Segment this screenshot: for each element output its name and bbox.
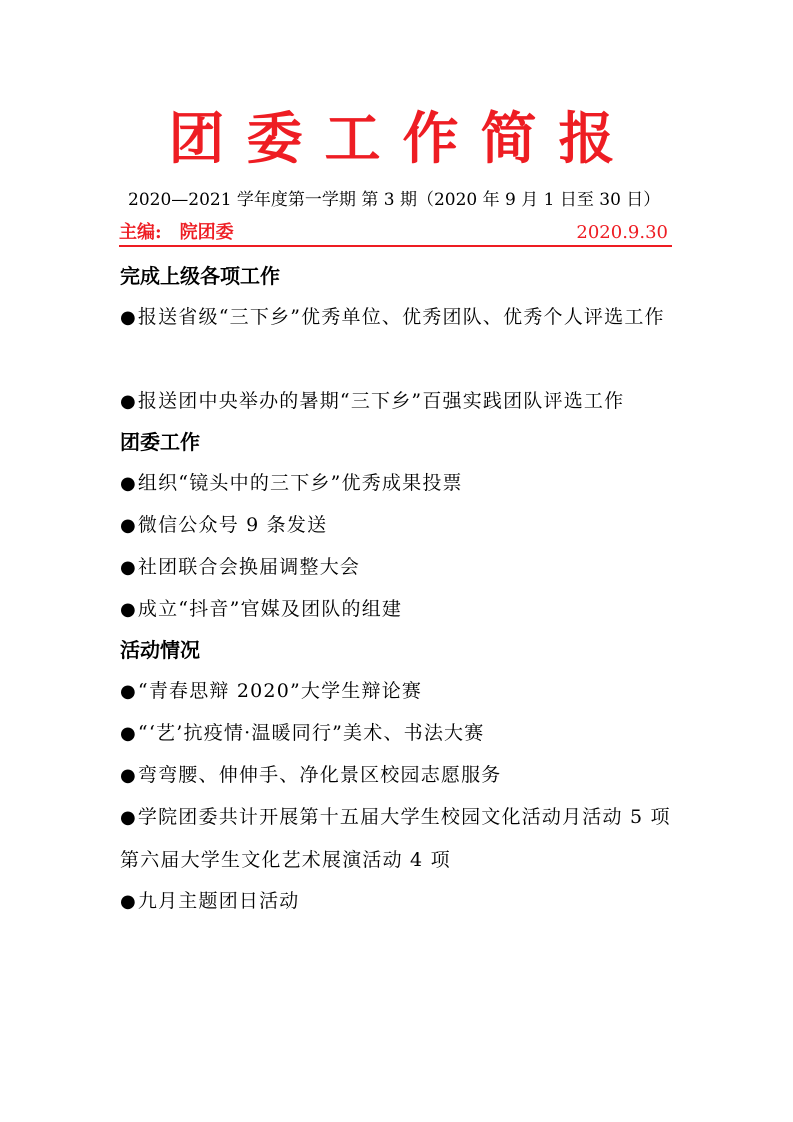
list-item-text: 九月主题团日活动 — [137, 890, 300, 912]
bullet-icon: ● — [120, 681, 137, 702]
editor-line — [119, 221, 672, 247]
list-item — [120, 588, 676, 631]
list-item-text: “‘艺’抗疫情·温暖同行”美术、书法大赛 — [137, 722, 485, 744]
list-item — [120, 380, 676, 423]
list-item — [120, 796, 676, 881]
list-item — [120, 712, 676, 755]
list-item — [120, 754, 676, 797]
list-item-text: 报送团中央举办的暑期“三下乡”百强实践团队评选工作 — [137, 390, 625, 412]
bullet-icon: ● — [120, 891, 137, 912]
section-heading: 团委工作 — [120, 430, 200, 454]
list-item — [120, 546, 676, 589]
issue-period: 2020—2021 学年度第一学期 第 3 期（2020 年 9 月 1 日至 30 日） — [128, 190, 661, 210]
bullet-icon: ● — [120, 473, 137, 494]
bulletin-title: 团委工作简报 — [168, 106, 637, 172]
list-item-text: 社团联合会换届调整大会 — [137, 556, 361, 578]
list-item — [120, 296, 676, 339]
list-item-text: 报送省级“三下乡”优秀单位、优秀团队、优秀个人评选工作 — [137, 306, 665, 328]
list-item — [120, 880, 676, 923]
issue-date: 2020.9.30 — [576, 222, 668, 243]
list-item — [120, 504, 676, 547]
list-item-text: 微信公众号 9 条发送 — [137, 514, 328, 536]
bullet-icon: ● — [120, 515, 137, 536]
list-item-text: 成立“抖音”官媒及团队的组建 — [137, 598, 403, 620]
bullet-icon: ● — [120, 765, 137, 786]
bullet-icon: ● — [120, 557, 137, 578]
list-item-text: 组织“镜头中的三下乡”优秀成果投票 — [137, 472, 463, 494]
list-item-text: 学院团委共计开展第十五届大学生校园文化活动月活动 5 项第六届大学生文化艺术展演活动 4 项 — [120, 806, 671, 871]
list-item — [120, 462, 676, 505]
editor-label: 主编: 院团委 — [119, 222, 234, 243]
bullet-icon: ● — [120, 807, 137, 828]
section-heading: 完成上级各项工作 — [120, 264, 280, 288]
section-heading: 活动情况 — [120, 638, 200, 662]
list-item — [120, 670, 676, 713]
list-item-text: “青春思辩 2020”大学生辩论赛 — [137, 680, 423, 702]
bullet-icon: ● — [120, 599, 137, 620]
bullet-icon: ● — [120, 723, 137, 744]
bullet-icon: ● — [120, 391, 137, 412]
bullet-icon: ● — [120, 307, 137, 328]
list-item-text: 弯弯腰、伸伸手、净化景区校园志愿服务 — [137, 764, 502, 786]
